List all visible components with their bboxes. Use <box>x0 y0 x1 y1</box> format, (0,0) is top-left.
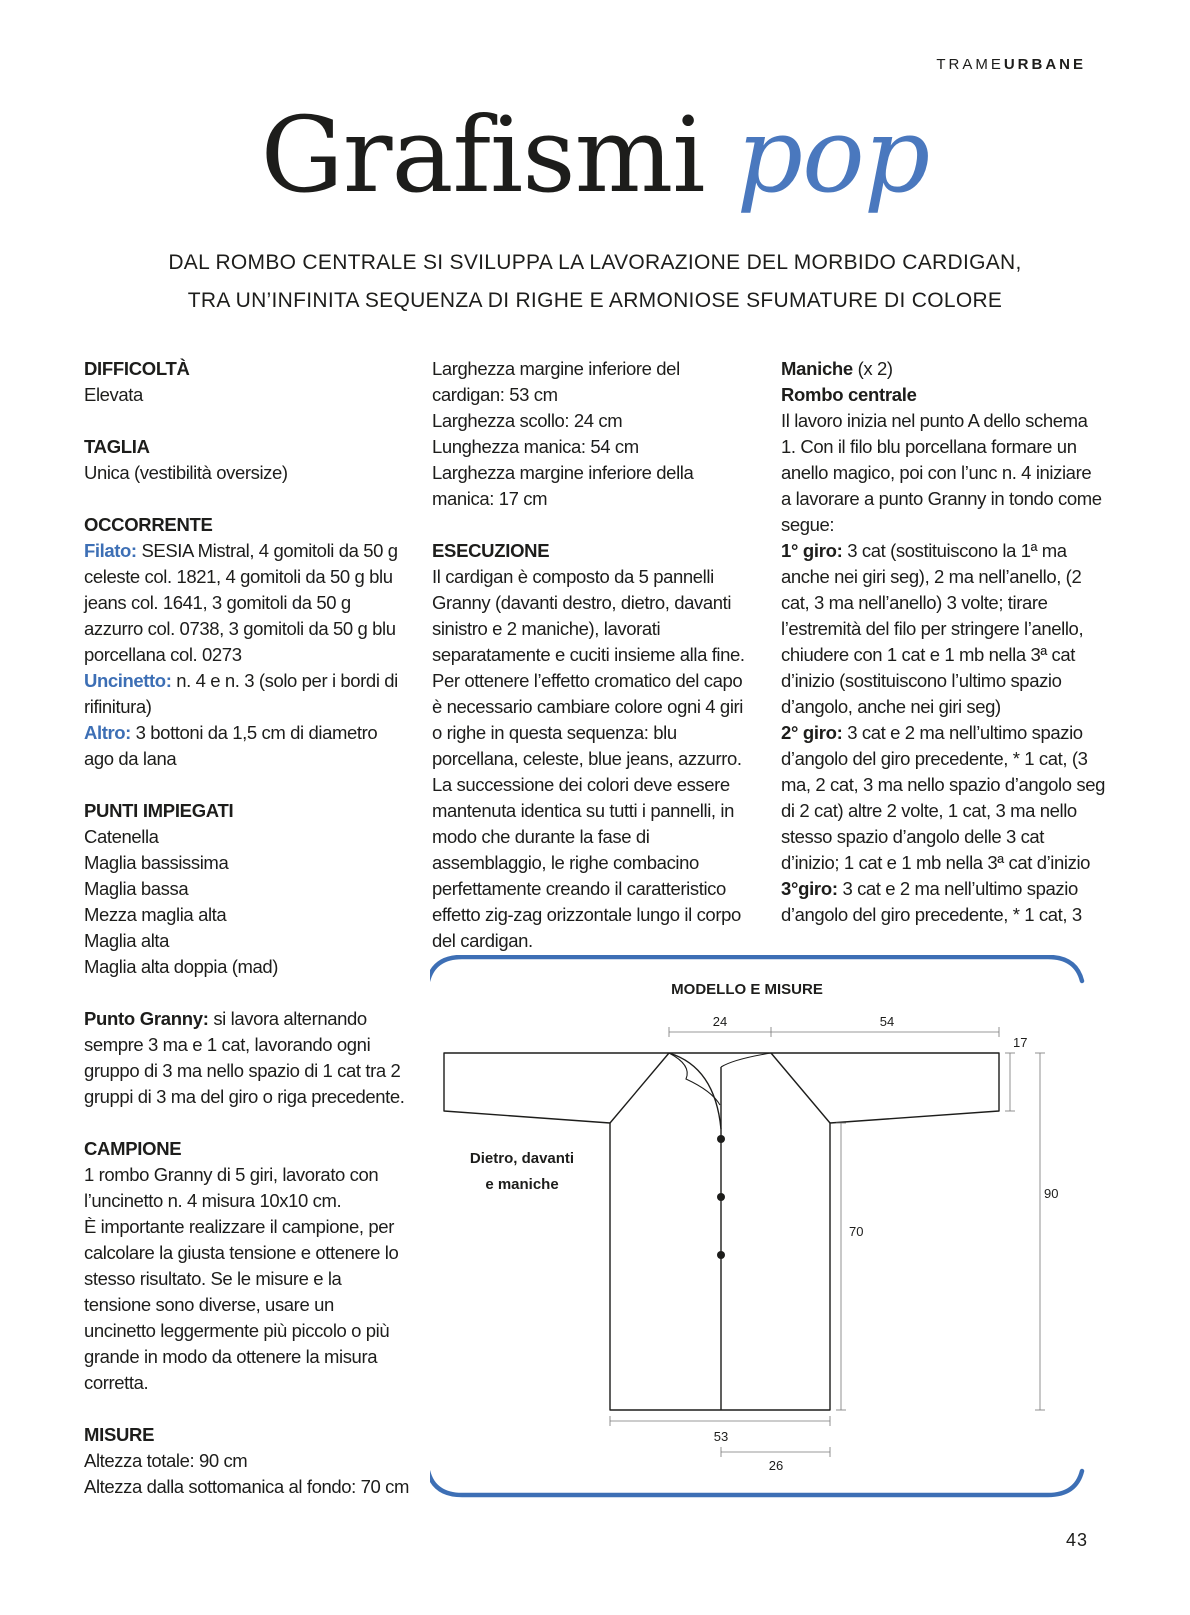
giro-3: 3°giro: 3 cat e 2 ma nell’ultimo spazio d’angolo del giro precedente, * 1 cat, 3 <box>781 878 1082 925</box>
section-heading-taglia: TAGLIA <box>84 436 150 457</box>
uncinetto-label: Uncinetto: <box>84 670 172 691</box>
subtitle-line-1: DAL ROMBO CENTRALE SI SVILUPPA LA LAVORAZIONE DEL MORBIDO CARDIGAN, <box>168 251 1022 274</box>
campione-text: 1 rombo Granny di 5 giri, lavorato con l’uncinetto n. 4 misura 10x10 cm. <box>84 1164 379 1211</box>
page-number: 43 <box>1065 1530 1088 1550</box>
section-heading-punti: PUNTI IMPIEGATI <box>84 800 234 821</box>
misure-text: Altezza totale: 90 cm <box>84 1450 248 1471</box>
diagram-label-line-1: Dietro, davanti <box>469 1150 575 1167</box>
altro-label: Altro: <box>84 722 131 743</box>
section-heading-difficolta: DIFFICOLTÀ <box>84 358 190 379</box>
giro-1: 1° giro: 3 cat (sostituiscono la 1ª ma anche nei giri seg), 2 ma nell’anello, (2 cat, 3 ma nell’anello) 3 volte; tirare l’estremità del filo per stringere l’anello, chiudere con 1 cat e 1 mb nella 3ª cat d’inizio (sostituiscono l’ultimo spazio d’angolo, anche nei giri seg) <box>781 540 1084 717</box>
altro-text-2: ago da lana <box>84 748 177 769</box>
list-item: Maglia alta doppia (mad) <box>84 956 279 977</box>
granny-text: Punto Granny: si lavora alternando sempre 3 ma e 1 cat, lavorando ogni gruppo di 3 ma nello spazio di 1 cat tra 2 gruppi di 3 ma del giro o riga precedente. <box>84 1008 405 1107</box>
rombo-heading: Rombo centrale <box>781 384 917 405</box>
maniche-heading: Maniche (x 2) <box>781 358 893 379</box>
esecuzione-paragraph: Il cardigan è composto da 5 pannelli Granny (davanti destro, dietro, davanti sinistro e 2 maniche), lavorati separatamente e cuciti insieme alla fine. <box>432 566 745 665</box>
esecuzione-paragraph: Per ottenere l’effetto cromatico del capo è necessario cambiare colore ogni 4 giri o righe in questa sequenza: blu porcellana, celeste, blue jeans, azzurro. <box>432 670 744 769</box>
garment-diagram <box>430 955 1106 1500</box>
filato-label: Filato: <box>84 540 137 561</box>
neckline-curve <box>669 1053 721 1129</box>
dimension-label-54: 54 <box>879 1014 895 1029</box>
list-item: Catenella <box>84 826 159 847</box>
dimension-label-90: 90 <box>1044 1186 1059 1201</box>
title-main: Grafismi <box>260 94 705 216</box>
dimension-label-26: 26 <box>768 1458 784 1473</box>
magazine-brand: TRAMEURBANE <box>936 56 1086 73</box>
uncinetto-text: Uncinetto: n. 4 e n. 3 (solo per i bordi di rifinitura) <box>84 670 398 717</box>
button-icon <box>717 1251 725 1259</box>
button-icon <box>717 1135 725 1143</box>
diagram-label-line-2: e maniche <box>485 1176 559 1193</box>
rombo-paragraph: Il lavoro inizia nel punto A dello schema 1. Con il filo blu porcellana formare un anello magico, poi con l’unc n. 4 iniziare a lavorare a punto Granny in tondo come segue: <box>781 410 1102 535</box>
misure-item: Larghezza margine inferiore del cardigan: 53 cm <box>432 358 680 405</box>
section-heading-occorrente: OCCORRENTE <box>84 514 213 535</box>
section-heading-misure: MISURE <box>84 1424 155 1445</box>
column-left <box>84 356 410 1500</box>
list-item: Maglia bassa <box>84 878 189 899</box>
granny-label: Punto Granny: <box>84 1008 209 1029</box>
list-item: Maglia bassissima <box>84 852 229 873</box>
misure-item: Larghezza margine inferiore della manica: 17 cm <box>432 462 694 509</box>
section-heading-campione: CAMPIONE <box>84 1138 182 1159</box>
column-middle <box>432 356 754 954</box>
filato-text: Filato: SESIA Mistral, 4 gomitoli da 50 g celeste col. 1821, 4 gomitoli da 50 g blu jeans col. 1641, 3 gomitoli da 50 g azzurro col. 0738, 3 gomitoli da 50 g blu porcellana col. 0273 <box>84 540 398 665</box>
campione-note: È importante realizzare il campione, per calcolare la giusta tensione e ottenere lo stesso risultato. Se le misure e la tensione sono diverse, usare un uncinetto leggermente più piccolo o più grande in modo da ottenere la misura corretta. <box>84 1216 399 1393</box>
altro-text: Altro: 3 bottoni da 1,5 cm di diametro <box>84 722 378 743</box>
list-item: Mezza maglia alta <box>84 904 227 925</box>
difficolta-value: Elevata <box>84 384 143 405</box>
collar-fold <box>669 1053 720 1105</box>
diagram-title: MODELLO E MISURE <box>671 981 823 998</box>
dimension-label-17: 17 <box>1013 1035 1028 1050</box>
subtitle-line-2: TRA UN’INFINITA SEQUENZA DI RIGHE E ARMONIOSE SFUMATURE DI COLORE <box>187 289 1003 312</box>
button-icon <box>717 1193 725 1201</box>
misure-text: Altezza dalla sottomanica al fondo: 70 cm <box>84 1476 410 1497</box>
column-right <box>781 356 1105 928</box>
dimension-label-24: 24 <box>712 1014 728 1029</box>
giro-2: 2° giro: 3 cat e 2 ma nell’ultimo spazio d’angolo del giro precedente, * 1 cat, (3 ma, 2 cat, 3 ma nello spazio d’angolo seg di 2 cat) altre 2 volte, 1 cat, 3 ma nello stesso spazio d’angolo delle 3 cat d’inizio; 1 cat e 1 mb nella 3ª cat d’inizio <box>781 722 1105 873</box>
misure-item: Larghezza scollo: 24 cm <box>432 410 623 431</box>
page-subtitle <box>60 244 1130 320</box>
dimension-label-53: 53 <box>713 1429 729 1444</box>
esecuzione-paragraph: La successione dei colori deve essere mantenuta identica su tutti i pannelli, in modo che durante la fase di assemblaggio, le righe combacino perfettamente creando il caratteristico effetto zig-zag orizzontale lungo il corpo del cardigan. <box>432 774 741 951</box>
taglia-value: Unica (vestibilità oversize) <box>84 462 288 483</box>
list-item: Maglia alta <box>84 930 170 951</box>
diagram-frame-bottom <box>430 1471 1082 1495</box>
diagram-frame-top <box>430 957 1082 981</box>
page-title <box>0 95 1190 215</box>
section-heading-esecuzione: ESECUZIONE <box>432 540 550 561</box>
title-accent: pop <box>736 94 930 216</box>
misure-item: Lunghezza manica: 54 cm <box>432 436 639 457</box>
dimension-label-70: 70 <box>849 1224 864 1239</box>
